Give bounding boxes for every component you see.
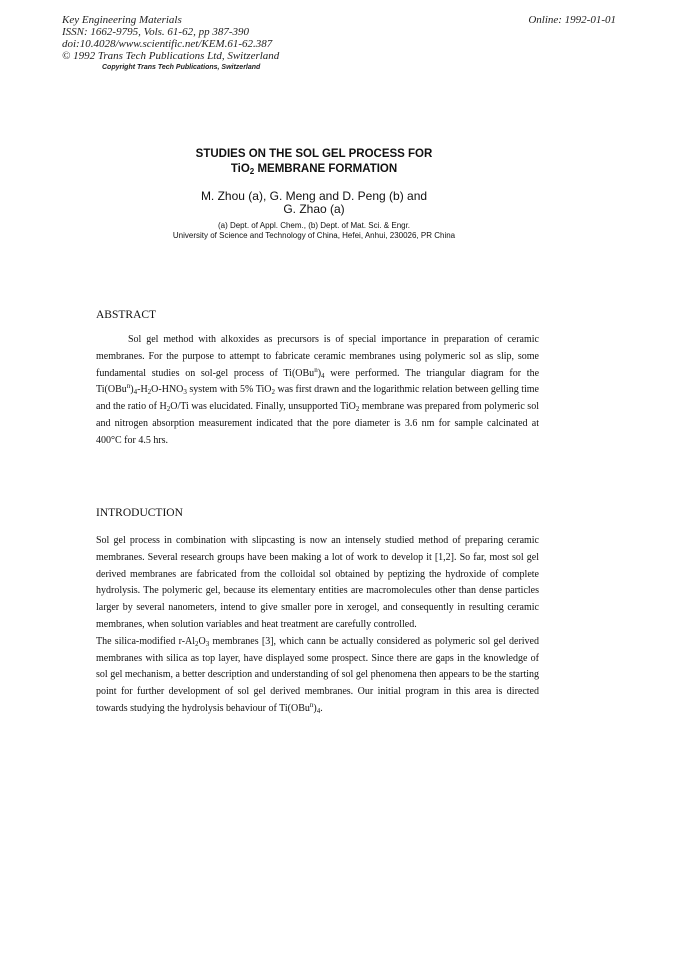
copyright-notice: © 1992 Trans Tech Publications Ltd, Switzerland bbox=[62, 50, 280, 62]
copyright-line: Copyright Trans Tech Publications, Switzerland bbox=[102, 64, 261, 71]
journal-name: Key Engineering Materials bbox=[62, 14, 182, 26]
affiliation bbox=[100, 221, 528, 241]
affiliation-line-2: University of Science and Technology of China, Hefei, Anhui, 230026, PR China bbox=[172, 231, 456, 240]
online-date: Online: 1992-01-01 bbox=[528, 14, 616, 26]
title-line-1: STUDIES ON THE SOL GEL PROCESS FOR bbox=[195, 148, 433, 160]
paper-title bbox=[120, 147, 508, 177]
abstract-heading: ABSTRACT bbox=[96, 309, 157, 321]
authors-line-2: G. Zhao (a) bbox=[283, 202, 345, 216]
authors bbox=[140, 190, 488, 216]
introduction-text bbox=[96, 533, 539, 718]
issn-line: ISSN: 1662-9795, Vols. 61-62, pp 387-390 bbox=[62, 26, 249, 38]
doi-line: doi:10.4028/www.scientific.net/KEM.61-62.387 bbox=[62, 38, 273, 50]
abstract-paragraph: Sol gel method with alkoxides as precursors is of special importance in preparation of ceramic membranes. For the purpose to attempt to fabricate ceramic membranes using polymeric sol as slip, some fundamental studies on sol-gel process of $Ti(OBu^n)_4$ were performed. The triangular diagram for the $Ti(OBu^n)_4-H_2O-HNO_3$ system with 5% TiO$_2$ was first drawn and the logarithmic relation between gelling time and the ratio of $H_2O/Ti$ was elucidated. Finally, unsupported TiO$_2$ membrane was prepared from polymeric sol and nitrogen absorption measurement indicated that the pore diameter is 3.6 nm for sample calcinated at 400°C for 4.5 hrs. bbox=[96, 334, 540, 446]
affiliation-line-1: (a) Dept. of Appl. Chem., (b) Dept. of Mat. Sci. & Engr. bbox=[217, 221, 411, 230]
abstract-text bbox=[96, 332, 539, 450]
introduction-paragraph-2: The silica-modified $r-Al_2O_3$ membranes [3], which cann be actually considered as polymeric sol gel derived membranes with silica as top layer, have displayed some prospect. Since there are gaps in the knowledge of sol gel mechanism, a better description and understanding of sol gel phenomena then appears to be the starting point for further development of sol gel derived membranes. Our initial program in this area is directed towards studying the hydrolysis behaviour of $Ti(OBu^n)_4$. bbox=[96, 635, 539, 715]
authors-line-1: M. Zhou (a), G. Meng and D. Peng (b) and bbox=[200, 189, 428, 203]
introduction-paragraph-1: Sol gel process in combination with slipcasting is now an intensely studied method of preparing ceramic membranes. Several research groups have been making a lot of work to develop it [1,2]. So far, most sol gel derived membranes are fabricated from the colloidal sol obtained by peptizing the hydroxide of complete hydrolysis. The polymeric gel, because its elementary entities are macromolecules other than dense particles larger by several nanometers, intend to give smaller pore in xerogel, and consequently in resulting ceramic membranes, when solution variables and heat treatment are carefully controlled. bbox=[96, 535, 539, 630]
introduction-heading: INTRODUCTION bbox=[96, 507, 183, 519]
title-line-2: TiO$_2$ MEMBRANE FORMATION bbox=[230, 163, 398, 176]
